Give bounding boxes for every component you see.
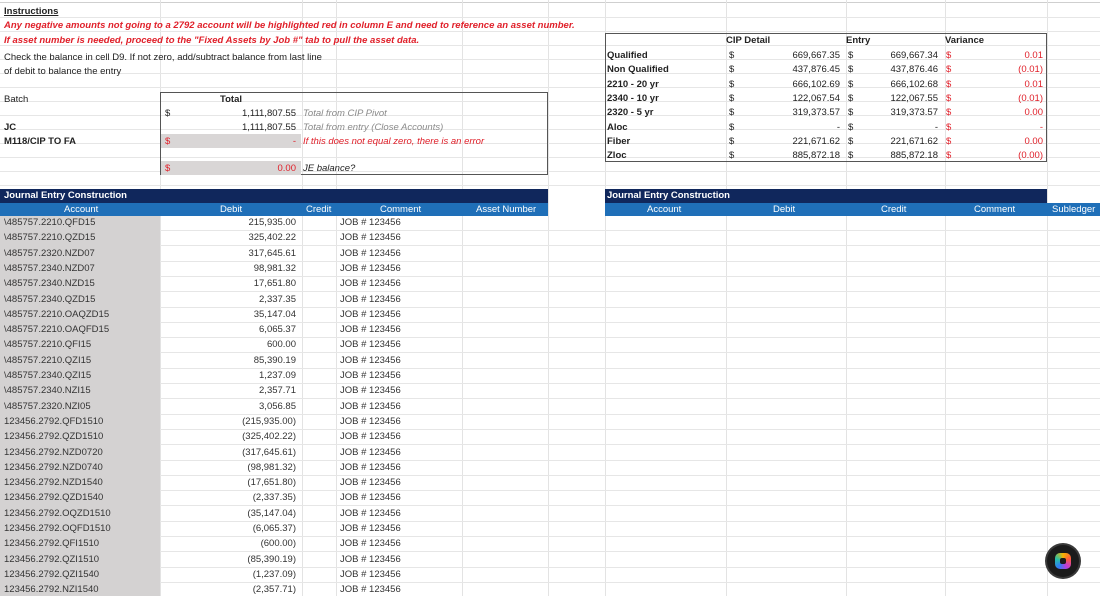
jec-right-title-bar [605,189,1047,203]
instructions-line-1: Any negative amounts not going to a 2792 account will be highlighted red in column E and need to reference an asset number. [4,20,575,31]
batch-label: Batch [4,94,29,105]
dollar-sign: $ [848,64,854,76]
dollar-sign: $ [729,121,735,133]
comment-cell[interactable]: JOB # 123456 [340,553,401,565]
debit-cell[interactable]: (35,147.04) [247,507,296,519]
entry-value[interactable]: 221,671.62 [890,135,938,147]
comment-cell[interactable]: JOB # 123456 [340,461,401,473]
cip-detail-value[interactable]: 221,671.62 [792,135,840,147]
account-cell[interactable]: 123456.2792.OQFD1510 [4,523,111,534]
dollar-sign: $ [729,150,735,162]
dollar-sign: $ [729,64,735,76]
cip-row-label: 2210 - 20 yr [607,78,659,90]
account-cell[interactable]: 123456.2792.QZI1540 [4,568,100,580]
je-balance-note: JE balance? [303,163,356,174]
dollar-sign: $ [848,121,854,133]
dollar-sign: $ [165,163,171,174]
debit-cell[interactable]: 2,357.71 [259,385,296,397]
entry-value[interactable]: 319,373.57 [890,107,938,119]
cip-detail-value[interactable]: 122,067.54 [792,92,840,104]
column-gridline [1047,0,1048,596]
dollar-sign: $ [946,107,952,119]
col-asset-number-header[interactable]: Asset Number [476,204,537,215]
row-gridline [0,490,1100,491]
dollar-sign: $ [165,136,171,147]
row-gridline [0,245,1100,246]
debit-cell[interactable]: (325,402.22) [242,431,296,443]
col-debit-header[interactable]: Debit [220,204,243,215]
debit-cell[interactable]: 317,645.61 [248,247,296,259]
row-gridline [0,414,1100,415]
column-gridline [302,0,303,596]
account-cell[interactable]: \485757.2210.QFI15 [4,339,92,351]
entry-value[interactable]: 669,667.34 [890,50,938,61]
col-debit-header-right[interactable]: Debit [773,204,796,215]
cip-row-label: Non Qualified [607,64,669,76]
diff-value[interactable]: - [292,136,296,147]
variance-value[interactable]: 0.00 [1024,135,1043,147]
top-edge [0,0,1100,3]
comment-cell[interactable]: JOB # 123456 [340,584,401,596]
account-cell[interactable]: \485757.2210.QZD15 [4,232,96,244]
row-gridline [0,536,1100,537]
account-cell[interactable]: \485757.2210.OAQFD15 [4,324,110,336]
debit-cell[interactable]: 85,390.19 [253,354,296,366]
jec-left-header-bar [0,203,548,216]
cip-row-label: 2320 - 5 yr [607,107,654,119]
row-gridline [0,276,1100,277]
dollar-sign: $ [165,108,171,119]
column-gridline [336,0,337,596]
comment-cell[interactable]: JOB # 123456 [340,477,401,489]
jec-right-title: Journal Entry Construction [607,190,730,201]
dollar-sign: $ [946,64,952,76]
comment-cell[interactable]: JOB # 123456 [340,354,401,366]
debit-cell[interactable]: (17,651.80) [247,477,296,489]
dollar-sign: $ [848,150,854,162]
entry-value[interactable]: 437,876.46 [890,64,938,76]
entry-value[interactable]: - [934,121,938,133]
comment-cell[interactable]: JOB # 123456 [340,339,401,351]
debit-cell[interactable]: 17,651.80 [253,278,296,290]
variance-value[interactable]: 0.01 [1024,50,1043,61]
entry-value[interactable]: 885,872.18 [890,150,938,162]
debit-cell[interactable]: 6,065.37 [259,324,296,336]
debit-cell[interactable]: (98,981.32) [247,461,296,473]
account-cell[interactable]: \485757.2210.OAQZD15 [4,308,110,320]
debit-cell[interactable]: (85,390.19) [247,553,296,565]
comment-cell[interactable]: JOB # 123456 [340,370,401,381]
debit-cell[interactable]: 600.00 [266,339,296,351]
dollar-sign: $ [848,92,854,104]
account-cell[interactable]: \485757.2320.NZD07 [4,247,95,259]
variance-value[interactable]: 0.00 [1024,107,1043,119]
comment-cell[interactable]: JOB # 123456 [340,308,401,320]
total-cip-note: Total from CIP Pivot [303,108,387,119]
debit-cell[interactable]: 98,981.32 [253,262,296,274]
row-gridline [0,230,1100,231]
row-gridline [0,337,1100,338]
entry-value[interactable]: 666,102.68 [890,78,938,90]
account-cell[interactable]: 123456.2792.NZI1540 [4,584,99,596]
variance-value[interactable]: (0.01) [1018,64,1043,76]
debit-cell[interactable]: (2,357.71) [252,584,296,596]
col-subledger-header-right[interactable]: Subledger [1052,204,1096,215]
instructions-line-3: Check the balance in cell D9. If not zero, add/subtract balance from last line [4,52,322,63]
account-cell[interactable]: \485757.2320.NZI05 [4,400,91,412]
row-gridline [0,368,1100,369]
comment-cell[interactable]: JOB # 123456 [340,247,401,259]
je-balance-value[interactable]: 0.00 [277,163,296,174]
debit-cell[interactable]: (317,645.61) [242,446,296,458]
instructions-title: Instructions [4,6,59,17]
comment-cell[interactable]: JOB # 123456 [340,507,401,519]
m118-label: M118/CIP TO FA [4,136,76,147]
debit-cell[interactable]: 325,402.22 [248,232,296,244]
column-gridline [548,0,549,596]
comment-cell[interactable]: JOB # 123456 [340,262,401,274]
col-comment-header-right[interactable]: Comment [974,204,1016,215]
dollar-sign: $ [848,107,854,119]
dollar-sign: $ [848,50,854,61]
account-cell[interactable]: 123456.2792.QZD1540 [4,492,104,504]
dollar-sign: $ [729,107,735,119]
account-cell[interactable]: 123456.2792.NZD0720 [4,446,103,458]
account-cell[interactable]: 123456.2792.OQZD1510 [4,507,111,519]
account-cell[interactable]: \485757.2340.QZI15 [4,370,92,381]
comment-cell[interactable]: JOB # 123456 [340,523,401,534]
total-cip-value[interactable]: 1,111,807.55 [241,108,296,119]
debit-cell[interactable]: (1,237.09) [252,568,296,580]
dollar-sign: $ [729,135,735,147]
comment-cell[interactable]: JOB # 123456 [340,293,401,305]
variance-value[interactable]: (0.01) [1018,92,1043,104]
debit-cell[interactable]: 215,935.00 [248,217,296,228]
col-credit-header-right[interactable]: Credit [881,204,907,215]
total-header: Total [220,94,242,105]
cip-detail-value[interactable]: 669,667.35 [792,50,840,61]
cip-row-label: Zloc [607,150,627,162]
dollar-sign: $ [946,121,952,133]
dollar-sign: $ [848,78,854,90]
jec-left-title-bar [0,189,548,203]
cip-row-label: Fiber [607,135,631,147]
jec-left-title: Journal Entry Construction [4,190,127,201]
account-cell[interactable]: \485757.2340.NZD07 [4,262,95,274]
column-gridline [160,0,161,596]
col-credit-header[interactable]: Credit [306,204,332,215]
total-entry-value[interactable]: 1,111,807.55 [241,122,296,133]
variance-value[interactable]: (0.00) [1018,150,1043,162]
diff-note: If this does not equal zero, there is an error [303,136,485,147]
debit-cell[interactable]: (2,337.35) [252,492,296,504]
account-cell[interactable]: 123456.2792.QZI1510 [4,553,100,565]
dollar-sign: $ [729,78,735,90]
cip-detail-header: CIP Detail [726,35,771,46]
debit-cell[interactable]: 2,337.35 [259,293,296,305]
cip-row-label: Qualified [607,50,648,61]
account-cell[interactable]: 123456.2792.QFI1510 [4,538,100,550]
row-gridline [0,521,1100,522]
debit-cell[interactable]: (6,065.37) [252,523,296,534]
comment-cell[interactable]: JOB # 123456 [340,568,401,580]
jec-right-header-bar [605,203,1100,216]
cip-detail-value[interactable]: - [836,121,840,133]
account-cell[interactable]: \485757.2210.QZI15 [4,354,92,366]
account-cell[interactable]: 123456.2792.NZD0740 [4,461,103,473]
variance-value[interactable]: - [1039,121,1043,133]
comment-cell[interactable]: JOB # 123456 [340,217,401,228]
row-gridline [0,383,1100,384]
debit-cell[interactable]: 35,147.04 [253,308,296,320]
row-gridline [0,475,1100,476]
debit-cell[interactable]: (215,935.00) [242,415,296,427]
row-gridline [0,322,1100,323]
jc-label: JC [4,122,17,133]
debit-cell[interactable]: (600.00) [260,538,296,550]
debit-cell[interactable]: 1,237.09 [259,370,296,381]
debit-cell[interactable]: 3,056.85 [259,400,296,412]
row-gridline [0,398,1100,399]
account-cell[interactable]: \485757.2340.NZI15 [4,385,91,397]
comment-cell[interactable]: JOB # 123456 [340,431,401,443]
cip-row-label: 2340 - 10 yr [607,92,659,104]
comment-cell[interactable]: JOB # 123456 [340,232,401,244]
dollar-sign: $ [848,135,854,147]
row-gridline [0,352,1100,353]
copilot-logo [1055,553,1071,569]
row-gridline [0,567,1100,568]
comment-cell[interactable]: JOB # 123456 [340,446,401,458]
comment-cell[interactable]: JOB # 123456 [340,538,401,550]
row-gridline [0,185,1100,186]
account-cell[interactable]: 123456.2792.QFD1510 [4,415,104,427]
entry-header: Entry [846,35,871,46]
cip-detail-value[interactable]: 885,872.18 [792,150,840,162]
col-account-header-right[interactable]: Account [647,204,682,215]
row-gridline [0,307,1100,308]
comment-cell[interactable]: JOB # 123456 [340,400,401,412]
dollar-sign: $ [729,50,735,61]
row-gridline [0,460,1100,461]
row-gridline [0,551,1100,552]
dollar-sign: $ [729,92,735,104]
row-gridline [0,505,1100,506]
dollar-sign: $ [946,78,952,90]
row-gridline [0,444,1100,445]
variance-value[interactable]: 0.01 [1024,78,1043,90]
cip-detail-value[interactable]: 666,102.69 [792,78,840,90]
row-gridline [0,17,1100,18]
col-comment-header[interactable]: Comment [380,204,422,215]
account-cell[interactable]: 123456.2792.QZD1510 [4,431,104,443]
entry-value[interactable]: 122,067.55 [890,92,938,104]
comment-cell[interactable]: JOB # 123456 [340,492,401,504]
total-entry-note: Total from entry (Close Accounts) [303,122,444,133]
account-cell[interactable]: \485757.2340.QZD15 [4,293,96,305]
row-gridline [0,582,1100,583]
row-gridline [0,291,1100,292]
comment-cell[interactable]: JOB # 123456 [340,415,401,427]
copilot-icon[interactable] [1047,545,1079,577]
comment-cell[interactable]: JOB # 123456 [340,278,401,290]
dollar-sign: $ [946,92,952,104]
cip-detail-value[interactable]: 437,876.45 [792,64,840,76]
row-gridline [0,261,1100,262]
column-gridline [462,0,463,596]
cip-row-label: Aloc [607,121,628,133]
comment-cell[interactable]: JOB # 123456 [340,324,401,336]
account-cell[interactable]: \485757.2340.NZD15 [4,278,95,290]
variance-header: Variance [945,35,985,46]
dollar-sign: $ [946,50,952,61]
col-account-header[interactable]: Account [64,204,99,215]
cip-detail-value[interactable]: 319,373.57 [792,107,840,119]
row-gridline [0,429,1100,430]
dollar-sign: $ [946,135,952,147]
comment-cell[interactable]: JOB # 123456 [340,385,401,397]
account-cell[interactable]: \485757.2210.QFD15 [4,217,96,228]
dollar-sign: $ [946,150,952,162]
account-cell[interactable]: 123456.2792.NZD1540 [4,477,103,489]
instructions-line-2: If asset number is needed, proceed to the "Fixed Assets by Job #" tab to pull the asset data. [4,35,420,46]
instructions-line-4: of debit to balance the entry [4,66,122,77]
